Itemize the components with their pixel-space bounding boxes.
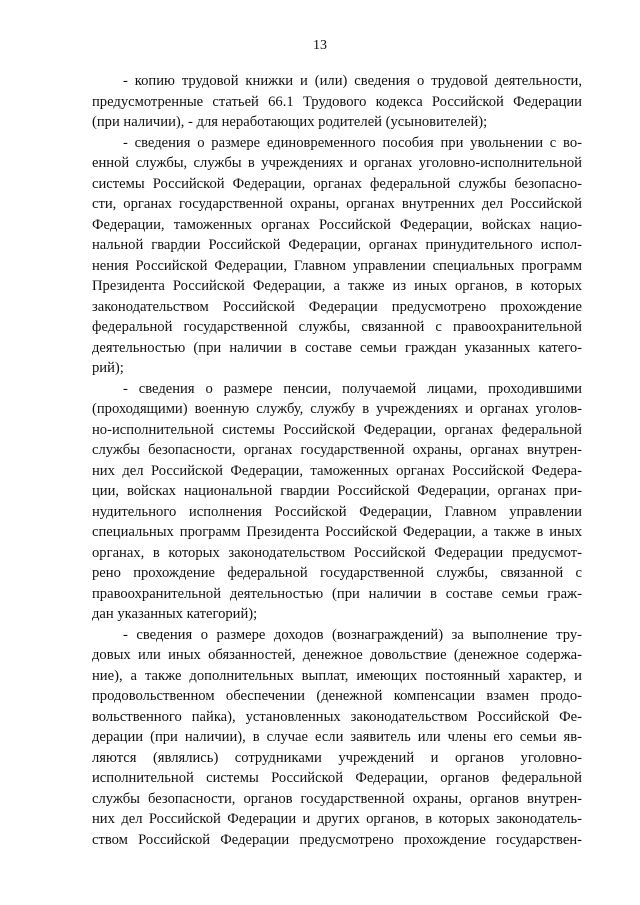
text-line: довых или иных обязанностей, денежное довольствие (денежное содержа- xyxy=(92,647,582,663)
text-line: - сведения о размере доходов (вознаграждений) за выполнение тру- xyxy=(123,626,582,643)
text-line: системы Российской Федерации, органах федеральной службы безопасно- xyxy=(92,175,582,192)
text-line: Президента Российской Федерации, а также из иных органов, в которых xyxy=(92,278,582,294)
text-line: службы безопасности, органов государственной охраны, органов внутрен- xyxy=(92,790,582,807)
page-number: 13 xyxy=(313,38,327,53)
text-line: федеральной государственной службы, связанной с правоохранительной xyxy=(92,319,582,335)
paragraph xyxy=(92,625,582,851)
text-line: нальной гвардии Российской Федерации, органах принудительного испол- xyxy=(92,237,582,253)
paragraph xyxy=(92,133,582,379)
text-line: предусмотренные статьей 66.1 Трудового кодекса Российской Федерации xyxy=(92,93,582,110)
text-line: специальных программ Президента Российской Федерации, а также в иных xyxy=(92,524,582,540)
text-line: Федерации, таможенных органах Российской Федерации, войсках нацио- xyxy=(92,216,582,233)
text-line: исполнительной системы Российской Федерации, органов федеральной xyxy=(92,770,582,786)
document-body xyxy=(92,71,582,850)
text-line: ляются (являлись) сотрудниками учреждений и органов уголовно- xyxy=(92,749,582,766)
text-line: но-исполнительной системы Российской Федерации, органах федеральной xyxy=(92,421,582,438)
text-line: правоохранительной деятельностью (при наличии в составе семьи граж- xyxy=(92,585,582,602)
text-line: деятельностью (при наличии в составе семьи граждан указанных катего- xyxy=(92,339,582,356)
text-line: службы безопасности, органах государственной охраны, органах внутрен- xyxy=(92,442,582,458)
text-line: ние), а также дополнительных выплат, имеющих постоянный характер, и xyxy=(92,667,582,684)
text-line: дерации (при наличии), в случае если заявитель или члены его семьи яв- xyxy=(92,729,582,745)
text-line: - сведения о размере единовременного пособия при увольнении с во- xyxy=(123,134,582,151)
text-line: продовольственном обеспечении (денежной компенсации взамен продо- xyxy=(92,688,582,704)
text-line: нудительного исполнения Российской Федерации, Главном управлении xyxy=(92,503,582,520)
text-line: сти, органах государственной охраны, органах внутренних дел Российской xyxy=(92,196,582,212)
paragraph xyxy=(92,71,582,133)
text-line: законодательством Российской Федерации предусмотрено прохождение xyxy=(92,298,582,315)
text-line: рий); xyxy=(92,360,124,376)
text-line: ством Российской Федерации предусмотрено прохождение государствен- xyxy=(92,831,582,848)
text-line: (при наличии), - для неработающих родителей (усыновителей); xyxy=(92,114,488,130)
text-line: органах, в которых законодательством Российской Федерации предусмот- xyxy=(92,544,582,561)
text-line: - сведения о размере пенсии, получаемой лицами, проходившими xyxy=(123,380,582,397)
text-line: них дел Российской Федерации, таможенных органах Российской Федера- xyxy=(92,462,582,479)
text-line: нения Российской Федерации, Главном управлении специальных программ xyxy=(92,257,582,274)
text-line: вольственного пайка), установленных законодательством Российской Фе- xyxy=(92,708,582,725)
text-line: рено прохождение федеральной государственной службы, связанной с xyxy=(92,565,582,581)
text-line: (проходящими) военную службу, службу в учреждениях и органах уголов- xyxy=(92,401,582,417)
paragraph xyxy=(92,379,582,625)
text-line: дан указанных категорий); xyxy=(92,606,258,622)
text-line: них дел Российской Федерации и других органов, в которых законодатель- xyxy=(92,811,582,827)
text-line: енной службы, службы в учреждениях и органах уголовно-исполнительной xyxy=(92,155,582,171)
text-line: - копию трудовой книжки и (или) сведения о трудовой деятельности, xyxy=(123,73,582,89)
text-line: ции, войсках национальной гвардии Российской Федерации, органах при- xyxy=(92,483,582,499)
